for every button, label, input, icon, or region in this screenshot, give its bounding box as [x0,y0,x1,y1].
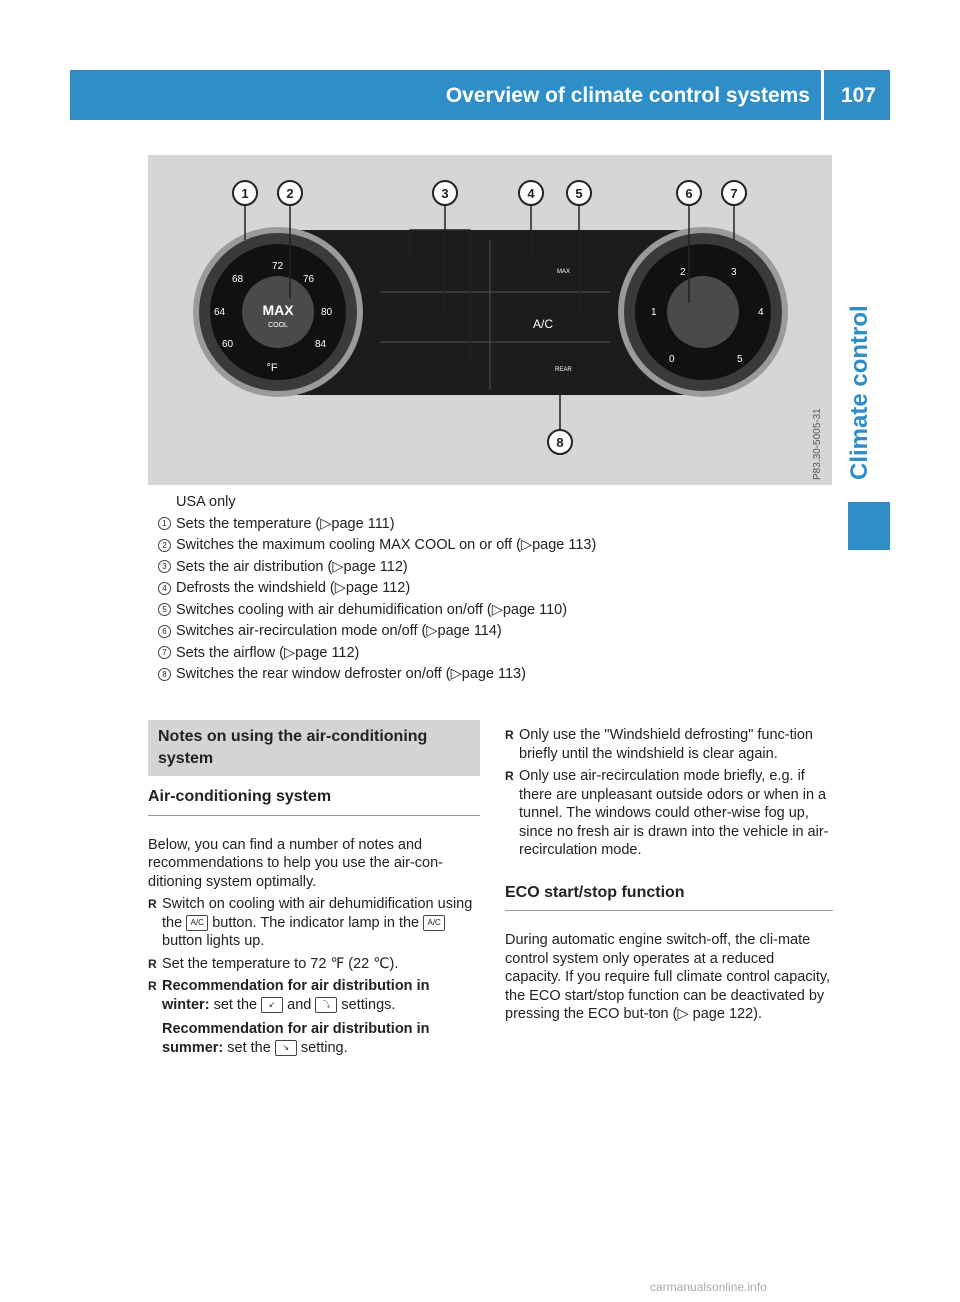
temp-tick: 76 [303,274,315,285]
subsection-heading: Air-conditioning system [148,788,480,816]
section-heading: Notes on using the air-conditioning system [148,720,480,776]
side-chapter-label: Climate control [846,305,873,480]
bullet-item: R Only use air-recirculation mode briefly, e.g. if there are unpleasant outside odors or when in a tunnel. The windows could other-wise fog up, since no fresh air is drawn into the vehicle in air-recirculation mode. [505,767,833,860]
callout-7: 7 [730,186,738,201]
cool-label: COOL [268,322,288,329]
eco-paragraph: During automatic engine switch-off, the cli-mate control system only operates at a reduced capacity. If you require full climate control capacity, the ECO start/stop function can be deactivated by pressing the ECO but-ton (▷ page 122). [505,932,831,1022]
header-bar [70,70,890,120]
temp-tick: 64 [214,307,226,318]
callout-1: 1 [241,186,249,201]
right-column [505,722,833,1024]
legend-item: 1 Sets the temperature ( ▷ page 111) [158,514,596,536]
unit-label: °F [266,362,278,374]
bullet-item: R Switch on cooling with air dehumidification using the A/C button. The indicator lamp in the A/C button lights up. [148,895,480,951]
fan-tick: 4 [758,307,764,318]
legend-item: 3 Sets the air distribution ( ▷ page 112) [158,557,596,579]
callout-3: 3 [441,186,449,201]
footer-watermark: carmanualsonline.info [650,1280,767,1294]
header-separator [821,70,824,120]
legend-item: 6 Switches air-recirculation mode on/off ( ▷ page 114) [158,621,596,643]
windshield-airflow-icon: ⤵ [315,997,337,1013]
temp-tick: 68 [232,274,244,285]
side-chapter-block [848,502,890,550]
callout-2: 2 [286,186,294,201]
ac-button-icon: A/C [186,915,208,931]
temp-tick: 84 [315,339,327,350]
rear-defrost-label: REAR [555,367,572,373]
bullet-item: R Recommendation for air distribution in winter: set the ↙ and ⤵ settings. Recommendation for air distribution in summer: set the ↘ setting. [148,977,480,1057]
page-title: Overview of climate control systems [445,84,810,107]
callout-8: 8 [556,435,564,450]
fan-tick: 0 [669,354,675,365]
fan-tick: 5 [737,354,743,365]
center-airflow-icon: ↘ [275,1040,297,1056]
callout-6: 6 [685,186,693,201]
bullet-item: R Only use the "Windshield defrosting" func-tion briefly until the windshield is clear again. [505,726,833,763]
intro-paragraph: Below, you can find a number of notes and recommendations to help you use the air-con-ditioning system optimally. [148,836,443,890]
max-label: MAX [262,302,294,318]
legend-item: 7 Sets the airflow ( ▷ page 112) [158,643,596,665]
temp-tick: 72 [272,261,284,272]
figure-legend [158,492,596,686]
subsection-heading: ECO start/stop function [505,884,833,912]
bullet-item: R Set the temperature to 72 ℉ (22 ℃). [148,955,480,974]
legend-item: 4 Defrosts the windshield ( ▷ page 112) [158,578,596,600]
climate-control-figure [148,155,832,485]
legend-note: USA only [176,494,236,510]
callout-4: 4 [527,186,535,201]
footwell-airflow-icon: ↙ [261,997,283,1013]
figure-code: P83.30-5005-31 [812,408,823,480]
callout-5: 5 [575,186,583,201]
temp-tick: 80 [321,307,333,318]
temp-tick: 60 [222,339,234,350]
fan-tick: 1 [651,307,657,318]
max-defrost-label: MAX [557,269,571,275]
legend-item: 5 Switches cooling with air dehumidification on/off ( ▷ page 110) [158,600,596,622]
fan-tick: 2 [680,267,686,278]
left-column [148,720,480,1057]
page-number: 107 [840,84,876,107]
legend-item: 8 Switches the rear window defroster on/off ( ▷ page 113) [158,664,596,686]
climate-panel-illustration [148,155,832,485]
ac-button-label: A/C [532,317,554,331]
legend-item: 2 Switches the maximum cooling MAX COOL on or off ( ▷ page 113) [158,535,596,557]
ac-button-icon: A/C [423,915,445,931]
fan-tick: 3 [731,267,737,278]
